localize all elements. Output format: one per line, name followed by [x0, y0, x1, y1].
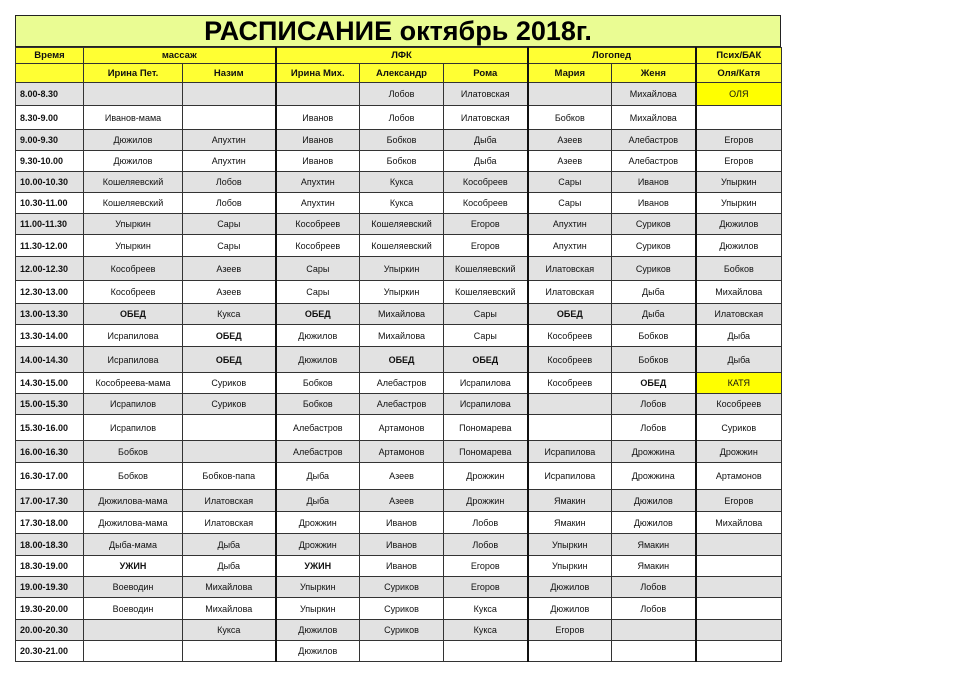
schedule-cell: Егоров	[696, 130, 782, 151]
schedule-cell: Дыба	[444, 130, 528, 151]
schedule-cell: Илатовская	[444, 106, 528, 130]
schedule-cell: Иванов-мама	[84, 106, 183, 130]
schedule-cell: Азеев	[528, 130, 612, 151]
schedule-cell: Алебастров	[612, 151, 696, 172]
schedule-cell: Суриков	[183, 373, 276, 394]
schedule-cell	[528, 641, 612, 662]
schedule-cell: Упыркин	[84, 235, 183, 257]
schedule-cell: КАТЯ	[696, 373, 782, 394]
schedule-cell: Михайлова	[612, 83, 696, 106]
schedule-cell: Лобов	[612, 577, 696, 598]
schedule-row	[16, 534, 782, 556]
time-slot: 14.00-14.30	[16, 347, 84, 373]
schedule-cell: Дыба	[276, 490, 360, 512]
time-slot: 8.00-8.30	[16, 83, 84, 106]
schedule-cell	[696, 556, 782, 577]
column-header: Рома	[444, 64, 528, 83]
schedule-cell: Дрожжин	[696, 441, 782, 463]
schedule-cell: Дыба	[183, 556, 276, 577]
schedule-row	[16, 415, 782, 441]
schedule-cell: Исрапилов	[84, 415, 183, 441]
schedule-cell: Егоров	[528, 620, 612, 641]
schedule-cell: Кособреев	[444, 172, 528, 193]
schedule-cell: Кособреев	[276, 235, 360, 257]
schedule-cell	[183, 415, 276, 441]
schedule-cell	[183, 83, 276, 106]
schedule-cell: Кукса	[444, 620, 528, 641]
schedule-cell: Суриков	[612, 214, 696, 235]
schedule-row	[16, 151, 782, 172]
schedule-cell: Илатовская	[183, 490, 276, 512]
schedule-cell: Михайлова	[360, 304, 444, 325]
schedule-cell: ОБЕД	[360, 347, 444, 373]
schedule-cell: ОБЕД	[528, 304, 612, 325]
schedule-cell: Алебастров	[612, 130, 696, 151]
time-slot: 9.30-10.00	[16, 151, 84, 172]
schedule-cell: Кукса	[183, 304, 276, 325]
schedule-row	[16, 490, 782, 512]
schedule-cell: Алебастров	[276, 441, 360, 463]
schedule-cell: Кособреев	[444, 193, 528, 214]
schedule-cell: Упыркин	[360, 257, 444, 281]
schedule-cell: Михайлова	[696, 281, 782, 304]
schedule-cell: Иванов	[276, 151, 360, 172]
schedule-cell	[360, 641, 444, 662]
schedule-cell: Дюжилов	[528, 577, 612, 598]
schedule-cell	[696, 534, 782, 556]
schedule-cell: Дюжилов	[528, 598, 612, 620]
schedule-cell: Сары	[276, 257, 360, 281]
schedule-row	[16, 172, 782, 193]
schedule-cell	[528, 415, 612, 441]
schedule-row	[16, 441, 782, 463]
schedule-cell: Упыркин	[360, 281, 444, 304]
schedule-row	[16, 463, 782, 490]
schedule-cell: Пономарева	[444, 441, 528, 463]
schedule-cell: Дыба	[612, 304, 696, 325]
schedule-cell	[183, 641, 276, 662]
schedule-cell: Дыба	[696, 347, 782, 373]
group-header-logoped: Логопед	[528, 48, 696, 64]
schedule-cell: Дюжилов	[612, 490, 696, 512]
schedule-cell: Кошеляевский	[360, 214, 444, 235]
schedule-cell: Сары	[183, 214, 276, 235]
group-header-massage: массаж	[84, 48, 276, 64]
schedule-cell: Кукса	[444, 598, 528, 620]
schedule-cell: Исрапилова	[528, 463, 612, 490]
schedule-row	[16, 620, 782, 641]
schedule-cell: Егоров	[696, 490, 782, 512]
schedule-cell: Дрожжин	[276, 512, 360, 534]
schedule-cell: Исрапилова	[444, 373, 528, 394]
schedule-cell: Кособреев	[528, 325, 612, 347]
schedule-cell: Воеводин	[84, 598, 183, 620]
schedule-cell: Дюжилов	[612, 512, 696, 534]
schedule-row	[16, 235, 782, 257]
schedule-sheet	[15, 15, 781, 662]
schedule-cell: Азеев	[183, 281, 276, 304]
schedule-cell: Дюжилов	[84, 130, 183, 151]
schedule-row	[16, 641, 782, 662]
schedule-cell: Упыркин	[84, 214, 183, 235]
schedule-cell	[183, 441, 276, 463]
schedule-cell: Суриков	[360, 598, 444, 620]
schedule-cell: УЖИН	[84, 556, 183, 577]
schedule-cell: Дыба	[612, 281, 696, 304]
schedule-cell: Упыркин	[696, 172, 782, 193]
schedule-cell: ОЛЯ	[696, 83, 782, 106]
schedule-cell: Бобков	[84, 441, 183, 463]
schedule-cell: Кособреев	[84, 257, 183, 281]
schedule-cell: Кошеляевский	[360, 235, 444, 257]
schedule-cell: Артамонов	[696, 463, 782, 490]
time-column-header: Время	[16, 48, 84, 64]
schedule-cell	[696, 620, 782, 641]
schedule-cell: Илатовская	[444, 83, 528, 106]
schedule-cell: Суриков	[360, 620, 444, 641]
schedule-cell: Илатовская	[528, 281, 612, 304]
time-slot: 11.30-12.00	[16, 235, 84, 257]
schedule-cell	[444, 641, 528, 662]
schedule-cell: Апухтин	[276, 193, 360, 214]
schedule-cell: Суриков	[612, 257, 696, 281]
column-header: Ирина Мих.	[276, 64, 360, 83]
schedule-cell: Дрожжина	[612, 463, 696, 490]
schedule-cell: Иванов	[612, 172, 696, 193]
schedule-cell: Михайлова	[183, 577, 276, 598]
schedule-cell: Дыба	[183, 534, 276, 556]
schedule-cell: Сары	[444, 304, 528, 325]
schedule-row	[16, 193, 782, 214]
schedule-cell: ОБЕД	[183, 325, 276, 347]
schedule-cell: Егоров	[444, 556, 528, 577]
schedule-table	[15, 47, 782, 662]
time-slot: 8.30-9.00	[16, 106, 84, 130]
schedule-cell	[612, 641, 696, 662]
time-slot: 15.30-16.00	[16, 415, 84, 441]
schedule-cell	[528, 83, 612, 106]
time-slot: 11.00-11.30	[16, 214, 84, 235]
schedule-cell: Иванов	[360, 512, 444, 534]
schedule-cell: Кукса	[360, 172, 444, 193]
schedule-row	[16, 257, 782, 281]
schedule-cell: Исрапилов	[84, 394, 183, 415]
header-names-row	[16, 64, 782, 83]
column-header: Александр	[360, 64, 444, 83]
column-header: Ирина Пет.	[84, 64, 183, 83]
schedule-cell: Иванов	[276, 130, 360, 151]
time-slot: 16.30-17.00	[16, 463, 84, 490]
schedule-cell: Исрапилова	[444, 394, 528, 415]
schedule-cell	[276, 83, 360, 106]
schedule-cell: Егоров	[444, 235, 528, 257]
schedule-cell: Упыркин	[276, 577, 360, 598]
header-group-row	[16, 48, 782, 64]
schedule-cell: Лобов	[612, 415, 696, 441]
schedule-cell: Сары	[276, 281, 360, 304]
schedule-row	[16, 281, 782, 304]
schedule-cell	[183, 106, 276, 130]
schedule-cell	[696, 641, 782, 662]
schedule-cell: Упыркин	[528, 534, 612, 556]
time-slot: 20.00-20.30	[16, 620, 84, 641]
schedule-cell: Апухтин	[183, 130, 276, 151]
schedule-cell: Бобков	[528, 106, 612, 130]
schedule-cell: ОБЕД	[276, 304, 360, 325]
time-slot: 18.30-19.00	[16, 556, 84, 577]
schedule-cell: Иванов	[276, 106, 360, 130]
schedule-cell: Михайлова	[696, 512, 782, 534]
schedule-cell: Азеев	[360, 463, 444, 490]
time-slot: 15.00-15.30	[16, 394, 84, 415]
time-slot: 13.30-14.00	[16, 325, 84, 347]
time-slot: 17.00-17.30	[16, 490, 84, 512]
schedule-cell: Лобов	[444, 534, 528, 556]
schedule-cell: Дюжилов	[84, 151, 183, 172]
schedule-cell: Алебастров	[276, 415, 360, 441]
schedule-cell: Дюжилова-мама	[84, 490, 183, 512]
schedule-cell: Кошеляевский	[84, 193, 183, 214]
schedule-cell: Суриков	[696, 415, 782, 441]
schedule-row	[16, 598, 782, 620]
schedule-cell: Воеводин	[84, 577, 183, 598]
schedule-cell: Кособреев	[528, 347, 612, 373]
schedule-row	[16, 83, 782, 106]
schedule-row	[16, 394, 782, 415]
schedule-cell: Дрожжин	[276, 534, 360, 556]
diagonal-header-cell	[16, 64, 84, 83]
schedule-cell: Алебастров	[360, 373, 444, 394]
schedule-cell: Лобов	[360, 106, 444, 130]
schedule-cell: УЖИН	[276, 556, 360, 577]
schedule-cell: Апухтин	[276, 172, 360, 193]
schedule-cell: Дрожжина	[612, 441, 696, 463]
time-slot: 19.30-20.00	[16, 598, 84, 620]
schedule-cell: Лобов	[360, 83, 444, 106]
schedule-row	[16, 130, 782, 151]
schedule-cell: Илатовская	[696, 304, 782, 325]
schedule-cell: Сары	[183, 235, 276, 257]
schedule-cell: Дрожжин	[444, 490, 528, 512]
schedule-cell: Кособреев	[696, 394, 782, 415]
schedule-cell: ОБЕД	[183, 347, 276, 373]
time-slot: 18.00-18.30	[16, 534, 84, 556]
schedule-cell: Пономарева	[444, 415, 528, 441]
schedule-cell: Суриков	[612, 235, 696, 257]
schedule-cell: Ямакин	[612, 556, 696, 577]
time-slot: 12.00-12.30	[16, 257, 84, 281]
schedule-cell: Упыркин	[528, 556, 612, 577]
schedule-cell: Михайлова	[183, 598, 276, 620]
schedule-cell	[528, 394, 612, 415]
schedule-cell: Иванов	[612, 193, 696, 214]
time-slot: 9.00-9.30	[16, 130, 84, 151]
schedule-cell: Ямакин	[528, 490, 612, 512]
schedule-row	[16, 512, 782, 534]
schedule-cell: Бобков	[360, 151, 444, 172]
schedule-cell: Лобов	[444, 512, 528, 534]
schedule-row	[16, 304, 782, 325]
schedule-cell: Бобков	[696, 257, 782, 281]
schedule-cell: Кошеляевский	[444, 257, 528, 281]
time-slot: 13.00-13.30	[16, 304, 84, 325]
schedule-cell: Суриков	[183, 394, 276, 415]
time-slot: 19.00-19.30	[16, 577, 84, 598]
schedule-cell: Суриков	[360, 577, 444, 598]
schedule-cell: Азеев	[528, 151, 612, 172]
schedule-cell: Бобков	[612, 347, 696, 373]
schedule-cell	[696, 106, 782, 130]
schedule-cell: Михайлова	[360, 325, 444, 347]
schedule-cell: Кошеляевский	[444, 281, 528, 304]
schedule-cell: Артамонов	[360, 415, 444, 441]
group-header-lfk: ЛФК	[276, 48, 528, 64]
schedule-cell: Кособреева-мама	[84, 373, 183, 394]
column-header: Мария	[528, 64, 612, 83]
schedule-cell: Иванов	[360, 556, 444, 577]
schedule-cell: ОБЕД	[612, 373, 696, 394]
column-header: Женя	[612, 64, 696, 83]
schedule-cell: Исрапилова	[84, 347, 183, 373]
schedule-cell: Дюжилов	[276, 347, 360, 373]
schedule-cell: Сары	[444, 325, 528, 347]
schedule-cell: Егоров	[696, 151, 782, 172]
schedule-cell: Дыба-мама	[84, 534, 183, 556]
schedule-cell	[696, 577, 782, 598]
time-slot: 14.30-15.00	[16, 373, 84, 394]
schedule-cell: Дыба	[696, 325, 782, 347]
schedule-cell: Илатовская	[183, 512, 276, 534]
schedule-row	[16, 577, 782, 598]
time-slot: 12.30-13.00	[16, 281, 84, 304]
page-title: РАСПИСАНИЕ октябрь 2018г.	[15, 15, 781, 47]
schedule-cell: Дюжилов	[276, 620, 360, 641]
schedule-cell: Дюжилов	[276, 641, 360, 662]
schedule-cell: Кособреев	[84, 281, 183, 304]
schedule-cell: Сары	[528, 193, 612, 214]
schedule-row	[16, 373, 782, 394]
schedule-cell	[696, 598, 782, 620]
schedule-cell: Бобков	[84, 463, 183, 490]
time-slot: 16.00-16.30	[16, 441, 84, 463]
schedule-row	[16, 556, 782, 577]
schedule-cell: Артамонов	[360, 441, 444, 463]
schedule-cell: Исрапилова	[84, 325, 183, 347]
schedule-cell: Ямакин	[612, 534, 696, 556]
schedule-cell: Сары	[528, 172, 612, 193]
schedule-cell: Дыба	[276, 463, 360, 490]
schedule-cell: Дрожжин	[444, 463, 528, 490]
schedule-cell: Азеев	[360, 490, 444, 512]
schedule-cell: Апухтин	[528, 214, 612, 235]
schedule-row	[16, 106, 782, 130]
schedule-cell: Кошеляевский	[84, 172, 183, 193]
schedule-cell: Егоров	[444, 577, 528, 598]
schedule-cell: Лобов	[612, 598, 696, 620]
schedule-cell: Апухтин	[528, 235, 612, 257]
column-header: Оля/Катя	[696, 64, 782, 83]
schedule-cell: Кукса	[183, 620, 276, 641]
schedule-cell: Лобов	[183, 193, 276, 214]
schedule-cell: Илатовская	[528, 257, 612, 281]
schedule-cell: Исрапилова	[528, 441, 612, 463]
schedule-cell: Бобков	[612, 325, 696, 347]
schedule-cell: Упыркин	[276, 598, 360, 620]
time-slot: 10.30-11.00	[16, 193, 84, 214]
time-slot: 17.30-18.00	[16, 512, 84, 534]
schedule-cell: Кособреев	[528, 373, 612, 394]
group-header-psych: Псих/БАК	[696, 48, 782, 64]
schedule-cell: Апухтин	[183, 151, 276, 172]
schedule-cell: Дюжилов	[696, 235, 782, 257]
schedule-cell: Алебастров	[360, 394, 444, 415]
schedule-cell: Лобов	[183, 172, 276, 193]
time-slot: 10.00-10.30	[16, 172, 84, 193]
schedule-cell: Ямакин	[528, 512, 612, 534]
schedule-cell: Дюжилов	[696, 214, 782, 235]
schedule-row	[16, 214, 782, 235]
schedule-cell: Дюжилов	[276, 325, 360, 347]
schedule-cell: Михайлова	[612, 106, 696, 130]
schedule-cell	[612, 620, 696, 641]
schedule-cell: ОБЕД	[84, 304, 183, 325]
schedule-cell: Дыба	[444, 151, 528, 172]
schedule-cell: Бобков	[360, 130, 444, 151]
schedule-cell: Егоров	[444, 214, 528, 235]
schedule-cell	[84, 83, 183, 106]
schedule-cell: Кособреев	[276, 214, 360, 235]
time-slot: 20.30-21.00	[16, 641, 84, 662]
schedule-row	[16, 325, 782, 347]
schedule-cell: Бобков-папа	[183, 463, 276, 490]
schedule-cell: Азеев	[183, 257, 276, 281]
schedule-cell: Кукса	[360, 193, 444, 214]
schedule-row	[16, 347, 782, 373]
schedule-cell: Упыркин	[696, 193, 782, 214]
schedule-cell: Лобов	[612, 394, 696, 415]
schedule-cell	[84, 620, 183, 641]
column-header: Назим	[183, 64, 276, 83]
schedule-cell: Бобков	[276, 373, 360, 394]
schedule-cell: Иванов	[360, 534, 444, 556]
schedule-cell: Бобков	[276, 394, 360, 415]
schedule-cell: Дюжилова-мама	[84, 512, 183, 534]
schedule-cell: ОБЕД	[444, 347, 528, 373]
schedule-cell	[84, 641, 183, 662]
